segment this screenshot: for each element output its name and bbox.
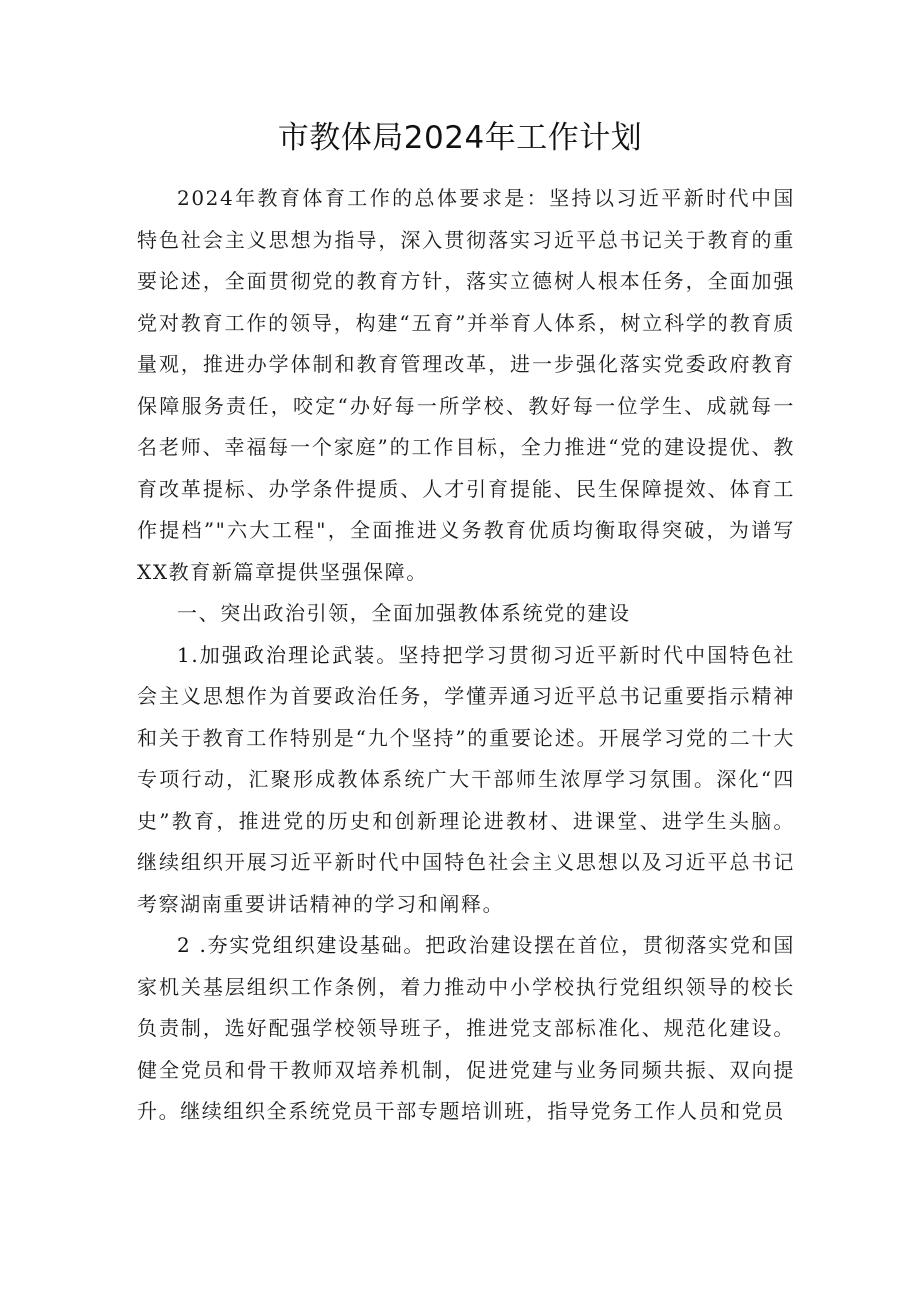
paragraph-text: 一、突出政治引领，全面加强教体系统党的建设 — [177, 601, 631, 625]
paragraph-text: 2024年教育体育工作的总体要求是：坚持以习近平新时代中国特色社会主义思想为指导，深入贯彻落实习近平总书记关于教育的重要论述，全面贯彻党的教育方针，落实立德树人根本任务，全面加强党对教育工作的领导，构建“五育”并举育人体系，树立科学的教育质量观，推进办学体制和教育管理改革，进一步强化落实党委政府教育保障服务责任，咬定“办好每一所学校、教好每一位学生、成就每一名老师、幸福每一个家庭”的工作目标，全力推进“党的建设提优、教育改革提标、办学条件提质、人才引育提能、民生保障提效、体育工作提档”"六大工程"，全面推进义务教育优质均衡取得突破，为谱写XX教育新篇章提供坚强保障。 — [137, 186, 795, 584]
paragraph-text: 坚持把学习贯彻习近平新时代中国特色社会主义思想作为首要政治任务，学懂弄通习近平总书记重要指示精神和关于教育工作特别是“九个坚持”的重要论述。开展学习党的二十大专项行动，汇聚形成教体系统广大干部师生浓厚学习氛围。深化“四史”教育，推进党的历史和创新理论进教材、进课堂、进学生头脑。继续组织开展习近平新时代中国特色社会主义思想以及习近平总书记考察湖南重要讲话精神的学习和阐释。 — [137, 642, 795, 916]
paragraph-lead: 1.加强政治理论武装。 — [177, 642, 399, 667]
paragraph-general-requirements — [137, 178, 795, 593]
document-title: 市教体局2024年工作计划 — [277, 120, 643, 156]
document-body — [137, 178, 795, 1133]
paragraph-text: 把政治建设摆在首位，贯彻落实党和国家机关基层组织工作条例，着力推动中小学校执行党组织领导的校长负责制，选好配强学校领导班子，推进党支部标准化、规范化建设。健全党员和骨干教师双培养机制，促进党建与业务同频共振、双向提升。继续组织全系统党员干部专题培训班，指导党务工作人员和党员 — [137, 933, 796, 1123]
paragraph-lead: 2 .夯实党组织建设基础。 — [177, 933, 426, 957]
section-heading-1 — [137, 593, 795, 635]
paragraph-item-2 — [137, 925, 795, 1133]
paragraph-item-1 — [137, 635, 795, 926]
